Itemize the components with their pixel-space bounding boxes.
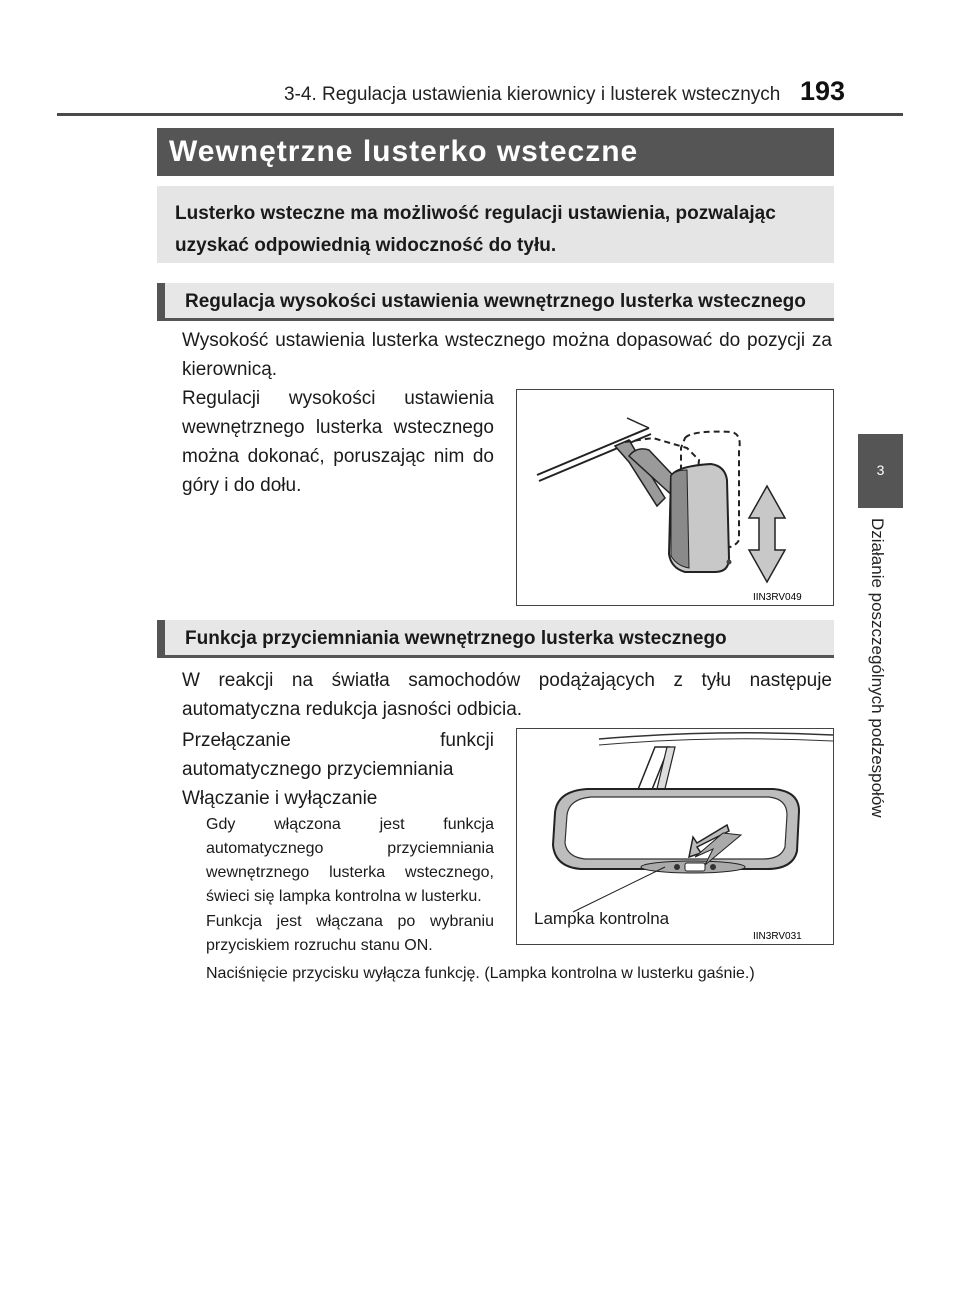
page-number: 193: [800, 76, 846, 106]
figure-code-049: IIN3RV049: [753, 592, 802, 603]
running-header: 3-4. Regulacja ustawienia kierownicy i lusterek wstecznych: [284, 84, 781, 105]
paragraph-dimming-intro: W reakcji na światła samochodów podążających z tyłu następuje automatyczna redukcja jasności odbicia.: [182, 670, 832, 720]
note-button-off: Naciśnięcie przycisku wyłącza funkcję. (Lampka kontrolna w lusterku gaśnie.): [206, 965, 755, 982]
section-heading-height-adjust: Regulacja wysokości ustawienia wewnętrznego lusterka wstecznego: [157, 283, 834, 321]
paragraph-on-off: Włączanie i wyłączanie: [182, 788, 378, 809]
page-title: Wewnętrzne lusterko wsteczne: [157, 128, 834, 176]
mirror-dimming-illustration: [517, 729, 833, 944]
chapter-title: Działanie poszczególnych podzespołów: [868, 518, 887, 818]
chapter-number: 3: [876, 462, 885, 478]
note-function-on: Funkcja jest włączana po wybraniu przyciskiem rozruchu stanu ON.: [206, 913, 494, 954]
intro-box: Lusterko wsteczne ma możliwość regulacji ustawienia, pozwalając uzyskać odpowiednią widoczność do tyłu.: [157, 186, 834, 263]
figure-mirror-dimming: [516, 728, 834, 945]
note-indicator-lit: Gdy włączona jest funkcja automatycznego przyciemniania wewnętrznego lusterka wstecznego, świeci się lampka kontrolna w lusterku.: [206, 816, 494, 905]
indicator-callout-label: Lampka kontrolna: [534, 909, 670, 928]
figure-code-031: IIN3RV031: [753, 931, 802, 942]
header-rule: [57, 113, 903, 116]
paragraph-height-how: Regulacji wysokości ustawienia wewnętrznego lusterka wstecznego można dokonać, poruszając nim do góry i do dołu.: [182, 388, 494, 496]
paragraph-auto-dimming: Przełączanie funkcji automatycznego przyciemniania: [182, 730, 494, 780]
section-heading-dimming: Funkcja przyciemniania wewnętrznego lusterka wstecznego: [157, 620, 834, 658]
mirror-height-illustration: [517, 390, 833, 605]
chapter-title-vertical: [867, 518, 897, 858]
figure-mirror-height: [516, 389, 834, 606]
paragraph-height-intro: Wysokość ustawienia lusterka wstecznego można dopasować do pozycji za kierownicą.: [182, 330, 832, 380]
